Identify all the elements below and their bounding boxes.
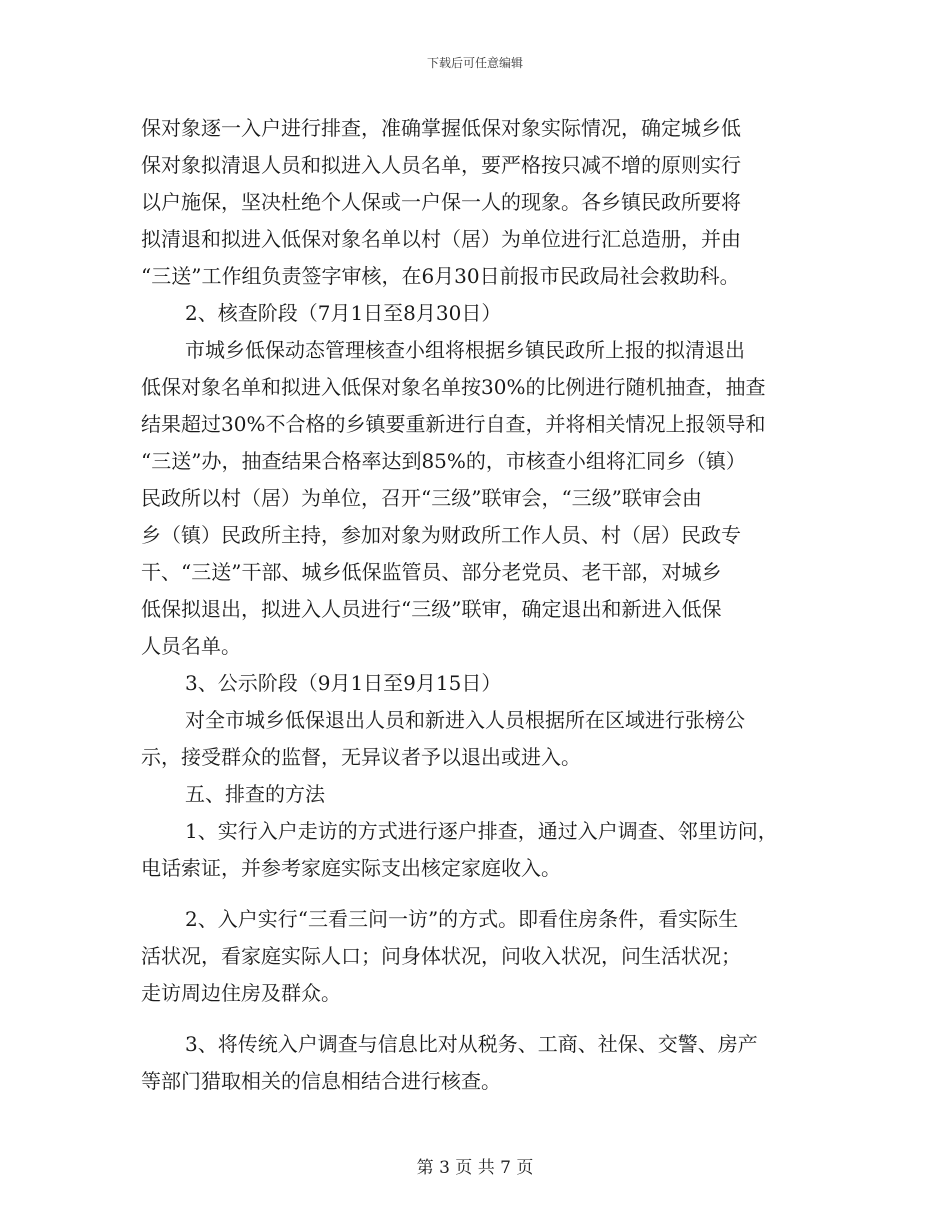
page-footer: 第 3 页 共 7 页	[416, 1158, 534, 1178]
section-heading: 五、排查的方法	[185, 782, 325, 806]
text-line: 3、将传统入户调查与信息比对从税务、工商、社保、交警、房产	[185, 1032, 758, 1056]
text-line: 示，接受群众的监督，无异议者予以退出或进入。	[141, 745, 581, 769]
text-line: 对全市城乡低保退出人员和新进入人员根据所在区域进行张榜公	[185, 708, 745, 732]
text-line: 拟清退和拟进入低保对象名单以村（居）为单位进行汇总造册，并由	[141, 227, 741, 251]
body-text	[141, 110, 816, 1100]
text-line: 干、“三送”干部、城乡低保监管员、部分老党员、老干部，对城乡	[141, 560, 722, 584]
text-line: 保对象拟清退人员和拟进入人员名单，要严格按只减不增的原则实行	[141, 153, 741, 177]
section-heading: 3、公示阶段（9月1日至9月15日）	[185, 671, 502, 695]
page-header: 下载后可任意编辑	[426, 56, 523, 70]
text-line: “三送”工作组负责签字审核，在6月30日前报市民政局社会救助科。	[141, 264, 740, 288]
text-line: 人员名单。	[141, 634, 241, 658]
text-line: 民政所以村（居）为单位，召开“三级”联审会，“三级”联审会由	[141, 486, 702, 510]
text-line: 市城乡低保动态管理核查小组将根据乡镇民政所上报的拟清退出	[185, 338, 745, 362]
text-line: 保对象逐一入户进行排查，准确掌握低保对象实际情况，确定城乡低	[141, 116, 741, 140]
text-line: 低保对象名单和拟进入低保对象名单按30%的比例进行随机抽查，抽查	[141, 375, 766, 399]
text-line: 活状况，看家庭实际人口；问身体状况，问收入状况，问生活状况；	[141, 944, 741, 968]
text-line: 1、实行入户走访的方式进行逐户排查，通过入户调查、邻里访问，	[185, 819, 778, 843]
section-heading: 2、核查阶段（7月1日至8月30日）	[185, 301, 502, 325]
text-line: 以户施保，坚决杜绝个人保或一户保一人的现象。各乡镇民政所要将	[141, 190, 741, 214]
text-line: “三送”办，抽查结果合格率达到85%的，市核查小组将汇同乡（镇）	[141, 449, 746, 473]
text-line: 电话索证，并参考家庭实际支出核定家庭收入。	[141, 856, 561, 880]
text-line: 等部门猎取相关的信息相结合进行核查。	[141, 1069, 501, 1093]
text-line: 结果超过30%不合格的乡镇要重新进行自查，并将相关情况上报领导和	[141, 412, 766, 436]
text-line: 低保拟退出，拟进入人员进行“三级”联审，确定退出和新进入低保	[141, 597, 722, 621]
text-line: 2、入户实行“三看三问一访”的方式。即看住房条件，看实际生	[185, 907, 739, 931]
text-line: 乡（镇）民政所主持，参加对象为财政所工作人员、村（居）民政专	[141, 523, 741, 547]
text-line: 走访周边住房及群众。	[141, 981, 341, 1005]
